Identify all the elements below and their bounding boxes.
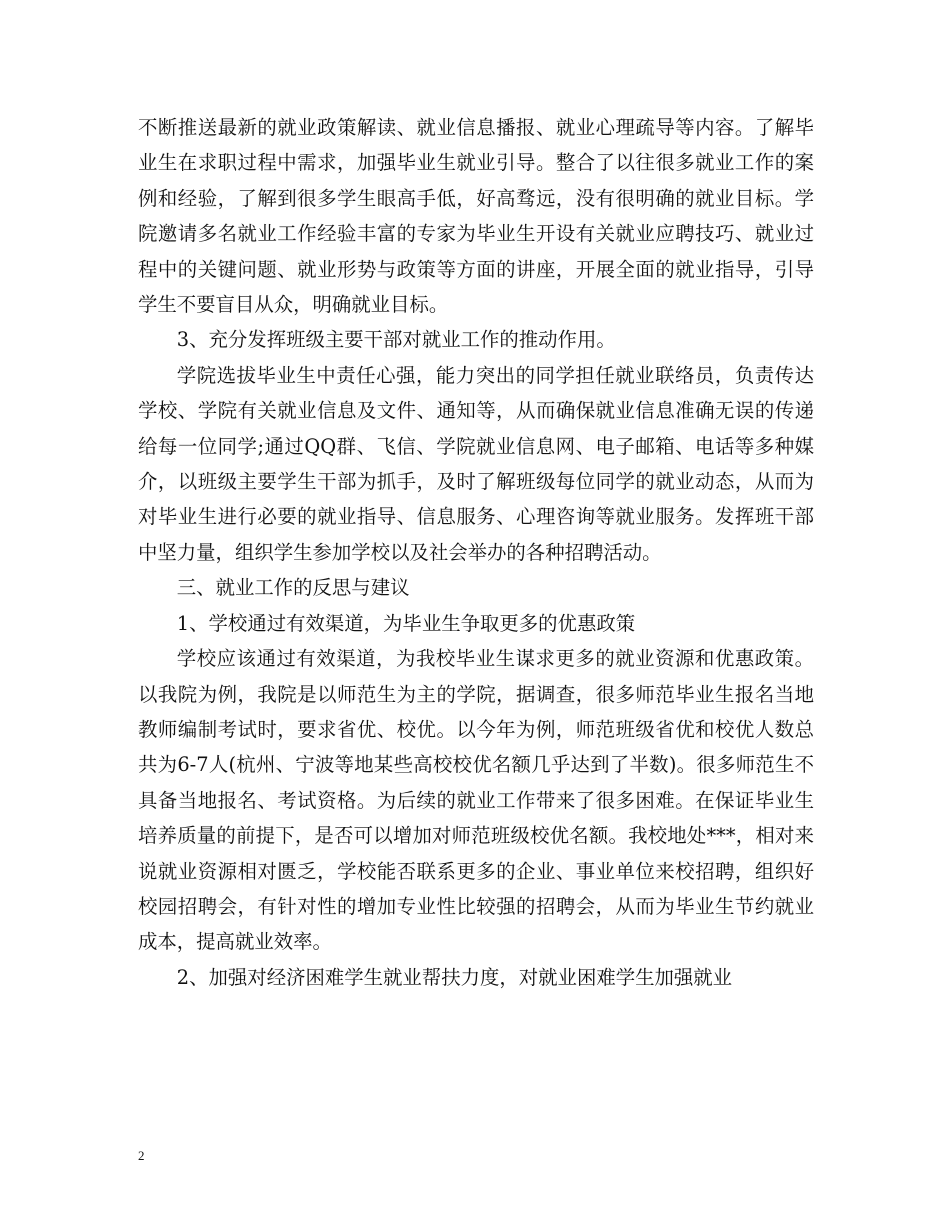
paragraph-point-1-heading: 1、学校通过有效渠道，为毕业生争取更多的优惠政策 <box>176 611 636 635</box>
page-number: 2 <box>138 1148 145 1163</box>
paragraph-point-3-heading: 3、充分发挥班级主要干部对就业工作的推动作用。 <box>176 328 616 352</box>
section-heading-reflection: 三、就业工作的反思与建议 <box>176 576 410 600</box>
paragraph-class-leaders: 学院选拔毕业生中责任心强，能力突出的同学担任就业联络员，负责传达学校、学院有关就业信息及文件、通知等，从而确保就业信息准确无误的传递给每一位同学;通过QQ群、飞信、学院就业信息网、电子邮箱、电话等多种媒介，以班级主要学生干部为抓手，及时了解班级每位同学的就业动态，从而为对毕业生进行必要的就业指导、信息服务、心理咨询等就业服务。发挥班干部中坚力量，组织学生参加学校以及社会举办的各种招聘活动。 <box>138 363 814 564</box>
paragraph-continuation: 不断推送最新的就业政策解读、就业信息播报、就业心理疏导等内容。了解毕业生在求职过程中需求，加强毕业生就业引导。整合了以往很多就业工作的案例和经验，了解到很多学生眼高手低，好高骛远，没有很明确的就业目标。学院邀请多名就业工作经验丰富的专家为毕业生开设有关就业应聘技巧、就业过程中的关键问题、就业形势与政策等方面的讲座，开展全面的就业指导，引导学生不要盲目从众，明确就业目标。 <box>138 116 814 317</box>
document-body <box>138 110 814 995</box>
paragraph-policy-suggestion: 学校应该通过有效渠道，为我校毕业生谋求更多的就业资源和优惠政策。以我院为例，我院是以师范生为主的学院，据调查，很多师范毕业生报名当地教师编制考试时，要求省优、校优。以今年为例，师范班级省优和校优人数总共为6-7人(杭州、宁波等地某些高校校优名额几乎达到了半数)。很多师范生不具备当地报名、考试资格。为后续的就业工作带来了很多困难。在保证毕业生培养质量的前提下，是否可以增加对师范班级校优名额。我校地处***，相对来说就业资源相对匮乏，学校能否联系更多的企业、事业单位来校招聘，组织好校园招聘会，有针对性的增加专业性比较强的招聘会，从而为毕业生节约就业成本，提高就业效率。 <box>138 647 814 954</box>
paragraph-point-2-heading: 2、加强对经济困难学生就业帮扶力度，对就业困难学生加强就业 <box>176 965 733 989</box>
